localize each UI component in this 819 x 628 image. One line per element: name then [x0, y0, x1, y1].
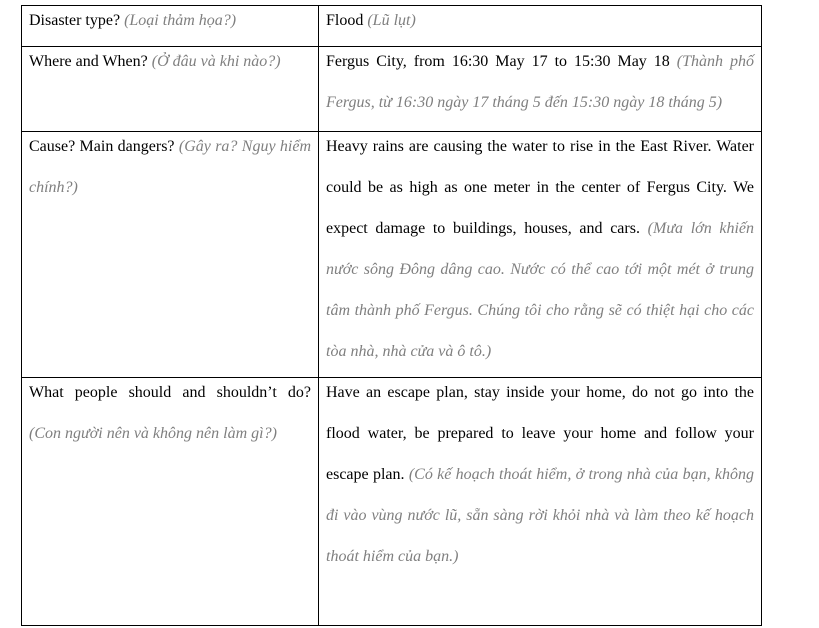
question-vi-text: (Con người nên và không nên làm gì?) — [29, 425, 277, 442]
question-en-text: Cause? Main dangers? — [29, 138, 175, 155]
table-row-where-when — [22, 47, 762, 132]
disaster-report-table — [21, 5, 762, 626]
answer-vi-text: (Lũ lụt) — [367, 12, 416, 29]
question-en-text: Disaster type? — [29, 12, 121, 29]
answer-cell-should-shouldnt — [319, 378, 762, 626]
answer-vi-text: (Mưa lớn khiến nước sông Đông dâng cao. Nước có thể cao tới một mét ở trung tâm thành phố Fergus. Chúng tôi cho rằng sẽ có thiệt hại cho các tòa nhà, nhà cửa và ô tô.) — [326, 220, 755, 360]
answer-en-text: Heavy rains are causing the water to rise in the East River. Water could be as high as one meter in the center of Fergus City. We expect damage to buildings, houses, and cars. — [326, 138, 754, 237]
question-vi-text: (Gây ra? Nguy hiểm chính?) — [29, 138, 311, 196]
question-en-text: What people should and shouldn’t do? — [29, 384, 311, 401]
question-cell-should-shouldnt — [22, 378, 319, 626]
question-cell-where-when — [22, 47, 319, 132]
answer-vi-text: (Có kế hoạch thoát hiểm, ở trong nhà của bạn, không đi vào vùng nước lũ, sẵn sàng rời khỏi nhà và làm theo kế hoạch thoát hiểm của bạn.) — [326, 466, 755, 565]
answer-cell-disaster-type — [319, 6, 762, 47]
answer-en-text: Have an escape plan, stay inside your home, do not go into the flood water, be prepared to leave your home and follow your escape plan. — [326, 384, 754, 483]
question-en-text: Where and When? — [29, 53, 148, 70]
answer-cell-cause-dangers — [319, 132, 762, 378]
question-vi-text: (Ở đâu và khi nào?) — [151, 53, 281, 70]
question-cell-disaster-type — [22, 6, 319, 47]
answer-en-text: Flood — [326, 12, 364, 29]
question-cell-cause-dangers — [22, 132, 319, 378]
table-row-cause-dangers — [22, 132, 762, 378]
answer-vi-text: (Thành phố Fergus, từ 16:30 ngày 17 tháng 5 đến 15:30 ngày 18 tháng 5) — [326, 53, 754, 111]
answer-cell-where-when — [319, 47, 762, 132]
table-row-should-shouldnt — [22, 378, 762, 626]
answer-en-text: Fergus City, from 16:30 May 17 to 15:30 May 18 — [326, 53, 670, 70]
table-row-disaster-type — [22, 6, 762, 47]
question-vi-text: (Loại thảm họa?) — [124, 12, 237, 29]
